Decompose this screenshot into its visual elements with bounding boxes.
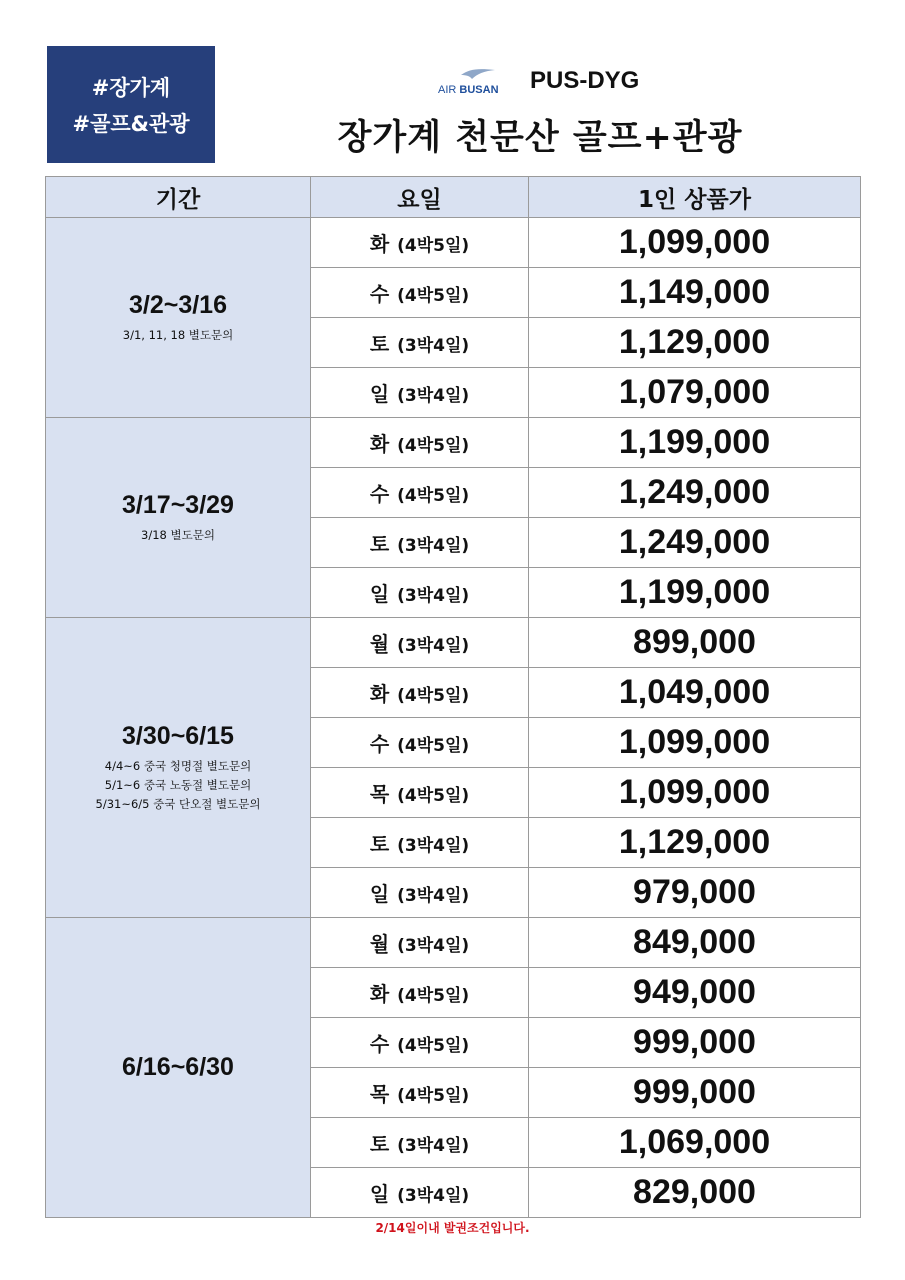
weekday: 일 [369, 1182, 390, 1206]
price-cell: 999,000 [529, 1068, 861, 1118]
price-cell: 999,000 [529, 1018, 861, 1068]
period-cell [46, 218, 311, 418]
air-busan-logo [438, 66, 518, 96]
price-cell: 829,000 [529, 1168, 861, 1218]
trip-duration: (4박5일) [397, 486, 470, 506]
day-cell [311, 1018, 529, 1068]
price-cell: 1,129,000 [529, 818, 861, 868]
page-title: 장가계 천문산 골프+관광 [337, 118, 743, 158]
day-cell [311, 468, 529, 518]
table-row [46, 618, 861, 668]
period-notes [46, 526, 310, 545]
weekday: 목 [369, 1082, 390, 1106]
period-note: 3/18 별도문의 [141, 527, 215, 542]
day-cell [311, 368, 529, 418]
price-cell: 979,000 [529, 868, 861, 918]
header-period: 기간 [46, 177, 311, 218]
day-cell [311, 518, 529, 568]
day-cell [311, 1068, 529, 1118]
period-notes [46, 757, 310, 814]
weekday: 일 [369, 582, 390, 606]
price-cell: 1,069,000 [529, 1118, 861, 1168]
period-note: 5/31~6/5 중국 단오절 별도문의 [95, 796, 261, 811]
weekday: 수 [369, 732, 390, 756]
price-cell: 1,079,000 [529, 368, 861, 418]
weekday: 월 [369, 632, 390, 656]
day-cell [311, 268, 529, 318]
day-cell [311, 668, 529, 718]
period-cell [46, 418, 311, 618]
weekday: 수 [369, 482, 390, 506]
trip-duration: (4박5일) [397, 986, 470, 1006]
trip-duration: (3박4일) [397, 886, 470, 906]
weekday: 화 [369, 232, 390, 256]
trip-duration: (3박4일) [397, 936, 470, 956]
trip-duration: (3박4일) [397, 1136, 470, 1156]
bird-logo-icon [460, 66, 496, 80]
weekday: 일 [369, 382, 390, 406]
hashtag-theme: #골프&관광 [72, 111, 190, 136]
period-notes [46, 326, 310, 345]
weekday: 토 [369, 332, 390, 356]
period-range: 3/2~3/16 [128, 290, 227, 319]
period-range: 3/30~6/15 [122, 721, 234, 750]
trip-duration: (3박4일) [397, 1186, 470, 1206]
day-cell [311, 1118, 529, 1168]
weekday: 토 [369, 832, 390, 856]
trip-duration: (4박5일) [397, 1086, 470, 1106]
table-row [46, 918, 861, 968]
trip-duration: (4박5일) [397, 436, 470, 456]
weekday: 수 [369, 282, 390, 306]
header-day: 요일 [311, 177, 529, 218]
period-note: 3/1, 11, 18 별도문의 [122, 327, 234, 342]
price-cell: 1,099,000 [529, 768, 861, 818]
day-cell [311, 1168, 529, 1218]
period-range: 3/17~3/29 [122, 490, 234, 519]
period-cell [46, 618, 311, 918]
weekday: 토 [369, 532, 390, 556]
price-cell: 1,249,000 [529, 518, 861, 568]
day-cell [311, 918, 529, 968]
price-cell: 1,149,000 [529, 268, 861, 318]
day-cell [311, 618, 529, 668]
price-cell: 1,099,000 [529, 218, 861, 268]
day-cell [311, 318, 529, 368]
day-cell [311, 868, 529, 918]
price-cell: 1,049,000 [529, 668, 861, 718]
trip-duration: (4박5일) [397, 286, 470, 306]
price-cell: 1,199,000 [529, 568, 861, 618]
hashtag-box [47, 46, 215, 163]
price-cell: 1,249,000 [529, 468, 861, 518]
day-cell [311, 568, 529, 618]
weekday: 목 [369, 782, 390, 806]
price-table-body [46, 218, 861, 1218]
trip-duration: (3박4일) [397, 636, 470, 656]
price-cell: 1,199,000 [529, 418, 861, 468]
trip-duration: (4박5일) [397, 736, 470, 756]
price-table [45, 176, 861, 1218]
day-cell [311, 218, 529, 268]
header-price: 1인 상품가 [529, 177, 861, 218]
period-range: 6/16~6/30 [122, 1053, 234, 1081]
trip-duration: (3박4일) [397, 386, 470, 406]
trip-duration: (3박4일) [397, 536, 470, 556]
weekday: 월 [369, 932, 390, 956]
trip-duration: (4박5일) [397, 686, 470, 706]
trip-duration: (3박4일) [397, 586, 470, 606]
weekday: 수 [369, 1032, 390, 1056]
price-cell: 1,099,000 [529, 718, 861, 768]
period-note: 5/1~6 중국 노동절 별도문의 [104, 777, 252, 792]
day-cell [311, 768, 529, 818]
trip-duration: (4박5일) [397, 236, 470, 256]
trip-duration: (3박4일) [397, 336, 470, 356]
route-code: PUS-DYG [530, 67, 640, 94]
weekday: 일 [369, 882, 390, 906]
weekday: 화 [369, 682, 390, 706]
table-row [46, 218, 861, 268]
price-cell: 849,000 [529, 918, 861, 968]
ticketing-footnote: 2/14일이내 발권조건입니다. [375, 1221, 530, 1235]
weekday: 토 [369, 1132, 390, 1156]
hashtag-destination: #장가계 [91, 75, 171, 100]
weekday: 화 [369, 982, 390, 1006]
trip-duration: (4박5일) [397, 786, 470, 806]
weekday: 화 [369, 432, 390, 456]
table-row [46, 418, 861, 468]
brand-row [438, 64, 639, 98]
logo-wordmark: AIR BUSAN [438, 84, 499, 96]
trip-duration: (3박4일) [397, 836, 470, 856]
day-cell [311, 968, 529, 1018]
day-cell [311, 418, 529, 468]
period-cell [46, 918, 311, 1218]
trip-duration: (4박5일) [397, 1036, 470, 1056]
day-cell [311, 718, 529, 768]
price-cell: 949,000 [529, 968, 861, 1018]
table-header-row [46, 177, 861, 218]
price-cell: 1,129,000 [529, 318, 861, 368]
day-cell [311, 818, 529, 868]
price-cell: 899,000 [529, 618, 861, 668]
period-note: 4/4~6 중국 청명절 별도문의 [104, 758, 252, 773]
